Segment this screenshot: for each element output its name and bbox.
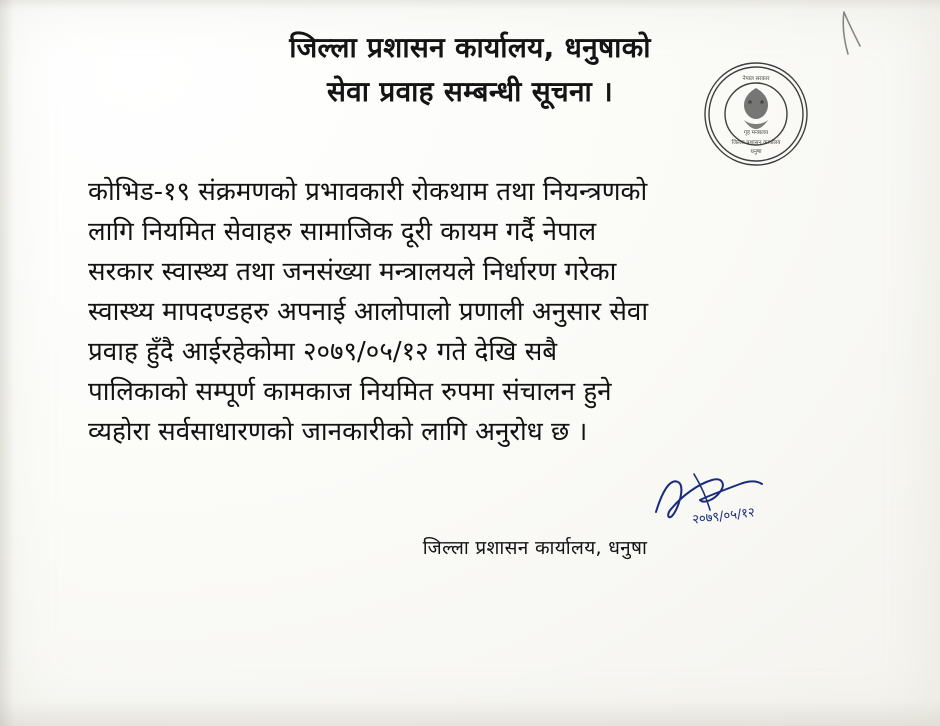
body-line-text: पालिकाको सम्पूर्ण कामकाज नियमित रुपमा संचालन हुने	[88, 377, 612, 407]
signer-text: जिल्ला प्रशासन कार्यालय, धनुषा	[422, 537, 648, 559]
body-line-1	[88, 172, 856, 212]
signer-line	[0, 534, 940, 560]
body-line-text: व्यहोरा सर्वसाधारणको जानकारीको लागि अनुरोध छ ।	[88, 417, 588, 447]
body-line-5	[88, 332, 856, 372]
signature-date: २०७९/०५/१२	[691, 505, 756, 528]
body-line-text: कोभिड-१९ संक्रमणको प्रभावकारी रोकथाम तथा नियन्त्रणको	[88, 177, 648, 207]
handwritten-signature	[648, 466, 778, 536]
government-seal-icon	[700, 58, 812, 170]
svg-text:धनुषा: धनुषा	[750, 149, 762, 155]
body-line-3	[88, 252, 856, 292]
body-line-7	[88, 412, 856, 452]
body-line-6	[88, 372, 856, 412]
body-line-text: लागि नियमित सेवाहरु सामाजिक दूरी कायम गर्दै नेपाल	[88, 217, 597, 247]
body-line-2	[88, 212, 856, 252]
body-line-4	[88, 292, 856, 332]
svg-text:नेपाल सरकार: नेपाल सरकार	[742, 76, 770, 82]
body-line-text: प्रवाह हुँदै आईरहेकोमा २०७९/०५/१२ गते देखि सबै	[88, 337, 558, 367]
notice-body	[88, 172, 856, 452]
svg-text:गृह मन्त्रालय: गृह मन्त्रालय	[743, 130, 769, 136]
body-line-text: स्वास्थ्य मापदण्डहरु अपनाई आलोपालो प्रणाली अनुसार सेवा	[88, 297, 649, 327]
body-line-text: सरकार स्वास्थ्य तथा जनसंख्या मन्त्रालयले निर्धारण गरेका	[88, 257, 617, 287]
title-line-1: जिल्ला प्रशासन कार्यालय, धनुषाको	[289, 31, 651, 64]
svg-text:जिल्ला प्रशासन कार्यालय: जिल्ला प्रशासन कार्यालय	[731, 140, 781, 146]
title-line-2: सेवा प्रवाह सम्बन्धी सूचना ।	[326, 75, 614, 108]
